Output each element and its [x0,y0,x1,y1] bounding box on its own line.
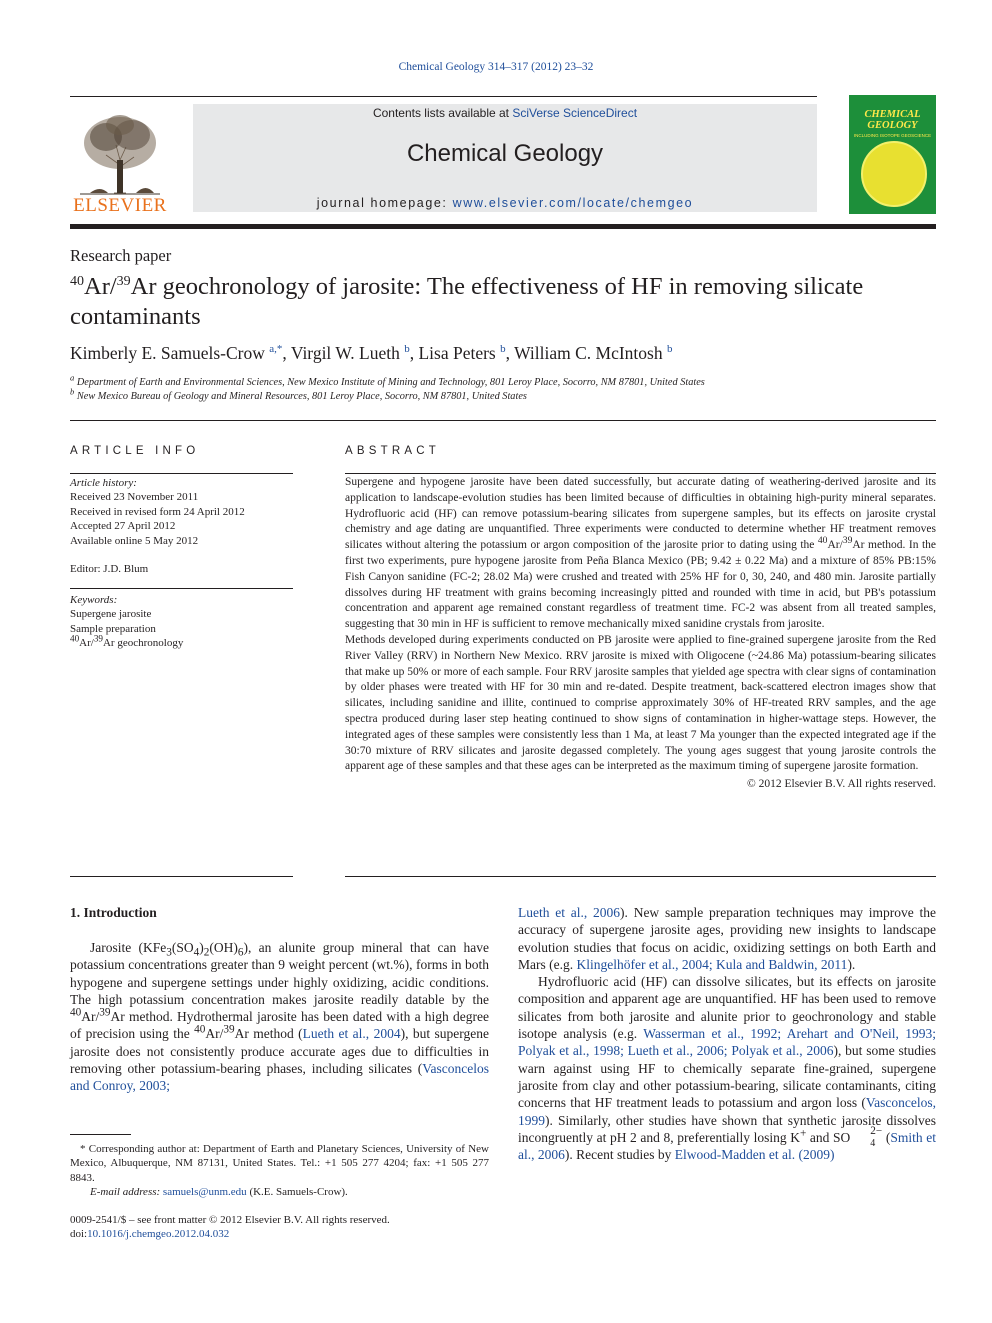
journal-homepage [193,196,817,210]
footnote-rule [70,1134,131,1135]
contents-line [193,106,817,120]
superscript: 40 [194,1023,206,1036]
abstract-sup-39: 39 [842,535,853,547]
body-text: and SO [806,1129,851,1145]
corresponding-author-footnote [70,1142,489,1200]
reference-link[interactable]: Klingelhöfer et al., 2004; Kula and Baldwin, 2011 [576,956,848,972]
subscript: 3 [166,946,172,959]
body-paragraph [518,904,936,973]
body-text: Hydrofluoric acid (HF) can dissolve silicates, but its effects on jarosite composition and apparent age are unquantified. HF has been used to remove silicates from both jarosite and alunite prior to geochronology and stable isotope analysis (e.g. [518,974,936,1042]
abstract-body [345,475,936,793]
author-name: Kimberly E. Samuels-Crow [70,343,265,363]
author-affiliation-link[interactable]: b [666,343,673,356]
superscript: 39 [223,1023,235,1036]
body-text: Ar/ [205,1026,224,1042]
revised-date: Received in revised form 24 April 2012 [70,505,245,518]
reference-link[interactable]: Elwood-Madden et al. (2009) [674,1147,835,1163]
footnote-star: * [80,1143,86,1155]
journal-citation[interactable]: Chemical Geology 314–317 (2012) 23–32 [398,61,594,73]
author-name: Virgil W. Lueth [290,343,400,363]
superscript: 40 [70,1006,82,1019]
affiliation-label: b [70,386,75,397]
title-sup-40: 40 [70,273,84,289]
journal-banner [193,104,817,212]
reference-link[interactable]: Vasconcelos, 1999 [518,1095,936,1128]
cover-circle-graphic [861,141,927,207]
doi-link[interactable]: 10.1016/j.chemgeo.2012.04.032 [87,1228,230,1241]
reference-link[interactable]: Lueth et al., 2004 [302,1026,401,1042]
article-info-heading: ARTICLE INFO [70,445,200,457]
affiliation-label: a [70,372,75,383]
editor: Editor: J.D. Blum [70,563,149,576]
article-title [70,272,890,332]
divider [70,876,293,877]
keyword: Supergene jarosite [70,608,152,621]
reference-link[interactable]: Wasserman et al., 1992; Arehart and O'Neil, 1993; Polyak et al., 1998; Lueth et al., 2006; Polyak et al., 2006 [518,1026,937,1059]
kw-sup-39: 39 [93,633,103,644]
author-list: Kimberly E. Samuels-Crow $^{a,*}$, Virgil W. Lueth $^b$, Lisa Peters $^b$, William C. McIntosh $^b$ [70,343,673,363]
issn-line: 0009-2541/$ – see front matter © 2012 Elsevier B.V. All rights reserved. [70,1214,390,1226]
contents-prefix: Contents lists available at [372,106,513,120]
body-text: ), but some studies warn against using HF to chemically separate fine-grained, supergene jarosite from clay and other potassium-bearing, silicate contaminants, citing concerns that HF treatment leads to potassium and argon loss ( [518,1043,936,1111]
title-part1: Ar/ [84,273,117,300]
reference-link[interactable]: Vasconcelos and Conroy, 2003; [70,1061,489,1094]
abstract-paragraph: Methods developed during experiments conducted on PB jarosite were applied to fine-grained supergene jarosite from the Red River Valley (RRV) in Northern New Mexico. RRV jarosite is mixed with Oligocene (~24.86 Ma) potassium-bearing silicates that make up 50% or more of each sample. Four RRV jarosite samples that yielded age spectra with clear signs of contamination by older phases were treated with HF for 30 min and re-dated. Despite treatment, back-scattered electron images show that silicates, including sanidine and illite, continued to comprise approximately 30% of HF-treated RRV samples, and the age spectra produced during laser step heating continued to show signs of contamination in higher-wattage steps. However, the integrated ages of these samples were consistently less than 1 Ma, at least 7 Ma younger than the expected integrated age if the 30:70 mixture of RRV silicates and jarosite degassed completely. The young ages suggest that young jarosite controls the apparent age of these samples and that these ages can be interpreted as the maximum timing of supergene jarosite formation. [345,633,936,773]
body-paragraph [70,939,489,1095]
email-link[interactable]: samuels@unm.edu [162,1186,247,1199]
email-label: E-mail address: [90,1186,161,1199]
abstract-sup-40: 40 [817,535,828,547]
title-part2: Ar geochronology of jarosite: The effectiveness of HF in removing silicate contaminants [70,273,864,330]
footnote-body: Corresponding author at: Department of Earth and Planetary Sciences, University of New Mexico, Albuquerque, NM 87131, United States. Tel.: +1 505 277 4204; fax: +1 505 277 8843. [70,1143,489,1184]
reference-link[interactable]: Smith et al., 2006 [518,1129,937,1163]
body-text: Jarosite (KFe [90,940,167,955]
body-text: ). Recent studies by [564,1147,675,1163]
subscript: 6 [237,946,244,959]
article-type: Research paper [70,246,172,265]
copyright: © 2012 Elsevier B.V. All rights reserved. [747,778,936,791]
superscript: 39 [99,1006,111,1019]
online-date: Available online 5 May 2012 [70,534,199,547]
email-suffix: (K.E. Samuels-Crow). [246,1186,348,1199]
author-affiliation-link[interactable]: b [500,343,506,356]
history-label: Article history: [70,477,137,489]
author-name: William C. McIntosh [514,343,663,363]
abstract-text: Ar/ [827,539,843,552]
body-text: ), an alunite group mineral that can have potassium concentrations greater than 9 weight percent (wt.%), forms in both hypogene and supergene settings under highly oxidizing, acidic conditions. The high potassium concentration makes jarosite readily datable by the [70,940,489,1007]
kw-part1: Ar/ [79,637,94,650]
abstract-paragraph [345,475,936,633]
issn-block [70,1213,489,1242]
body-column-right [518,904,936,1163]
journal-title: Chemical Geology [406,140,604,167]
body-text: ), but supergene jarosite does not consistently produce accurate ages due to difficulties in removing other potassium-bearing phases, including silicates ( [70,1026,489,1077]
subscript: 4 [193,946,200,959]
reference-link[interactable]: Lueth et al., 2006 [518,905,621,920]
publisher-name: ELSEVIER [73,195,167,216]
affiliation [70,386,527,402]
body-text: ). Similarly, other studies have shown that synthetic jarosite dissolves incongruently at pH 2 and 8, preferentially losing K [518,1112,936,1145]
affiliation-text: New Mexico Bureau of Geology and Mineral Resources, 801 Leroy Place, Socorro, NM 87801, United States [76,391,527,402]
received-date: Received 23 November 2011 [70,491,199,504]
journal-cover[interactable] [849,95,936,214]
divider [70,473,293,474]
body-text: Ar/ [81,1009,100,1025]
abstract-text: Ar method. In the first two experiments, pure hypogene jarosite from Peña Blanca Mexico (PB; 9.42 ± 0.22 Ma) and a mixture of 85% PB:15% Fish Canyon sanidine (FC-2; 28.02 Ma) were crushed and treated with 25% HF for 0, 30, 240, and 480 min. Jarosite partially dissolves during HF treatment with grains becoming increasingly pitted and rounded with time in acid, but PB's potassium concentration and apparent age remained constant regardless of treatment time. FC-2 was absent from all treated samples, suggesting that 30 min in HF is sufficient to remove mechanically mixed sanidine crystals from jarosite. [345,539,937,631]
divider [345,876,936,877]
body-column-left [70,939,489,1095]
author-affiliation-link[interactable]: a,* [269,343,283,356]
doi-label: doi: [70,1228,88,1241]
keyword: Sample preparation [70,622,156,635]
superscript: + [799,1127,807,1140]
body-text: ). [847,956,856,972]
section-heading: 1. Introduction [70,905,157,920]
abstract-text: Supergene and hypogene jarosite have been dated successfully, but accurate dating of weathering-derived jarosite and its application to landscape-evolution studies has been limited because of difficulties in obtaining high-purity mineral separates. Hydrofluoric acid (HF) can remove potassium-bearing silicates from supergene samples, but its effects on jarosite crystal chemistry and age dating are unquantified. Three experiments were conducted to determine whether HF treatment removes silicates without altering the potassium or argon composition of the jarosite prior to dating using the [345,476,936,552]
keywords-label: Keywords: [70,594,118,606]
elsevier-logo[interactable] [70,105,170,215]
body-text: Ar method ( [234,1026,303,1042]
email-line [70,1185,489,1199]
subscript: 2 [203,946,210,959]
body-text: (OH) [209,940,238,955]
abstract-heading: ABSTRACT [345,445,440,457]
footnote-text [70,1142,489,1185]
keyword [70,633,293,650]
cover-title-line2: GEOLOGY [867,120,918,131]
body-text: ). New sample preparation techniques may improve the accuracy of supergene jarosite ages, providing new insights to landscape evolution studies that focus on acidic, oxidizing settings on both Earth and Mars (e.g. [518,905,936,972]
divider [70,588,293,589]
article-info [70,476,293,576]
divider [345,473,936,474]
cover-title-line1: CHEMICAL [864,109,921,120]
kw-sup-40: 40 [70,633,80,644]
sulfate-charge: $^{2-}$ 4 [870,1125,883,1149]
header-top-rule [70,96,817,97]
body-text: (SO [171,940,194,955]
affiliation [70,372,705,388]
sciencedirect-link[interactable]: SciVerse ScienceDirect [512,106,638,120]
affiliation-text: Department of Earth and Environmental Sciences, New Mexico Institute of Mining and Technology, 801 Leroy Place, Socorro, NM 87801, United States [76,377,705,388]
superscript: 2− [870,1125,883,1138]
doi-line [70,1227,489,1241]
title-sup-39: 39 [116,273,131,289]
body-text: Ar method. Hydrothermal jarosite has been dated with a high degree of precision using the [70,1009,489,1042]
homepage-prefix: journal homepage: [316,196,453,210]
homepage-link[interactable]: www.elsevier.com/locate/chemgeo [452,196,694,210]
cover-title [849,109,936,131]
cover-subtitle: INCLUDING ISOTOPE GEOSCIENCE [853,133,932,138]
keywords [70,593,293,651]
author-affiliation-link[interactable]: b [404,343,410,356]
divider [70,420,936,421]
body-text: ( [882,1129,891,1145]
accepted-date: Accepted 27 April 2012 [70,520,176,533]
body-text: ) [199,940,204,955]
header-thick-rule [70,224,936,229]
author-name: Lisa Peters [418,343,496,363]
kw-part2: Ar geochronology [102,637,184,650]
body-paragraph [518,973,936,1163]
